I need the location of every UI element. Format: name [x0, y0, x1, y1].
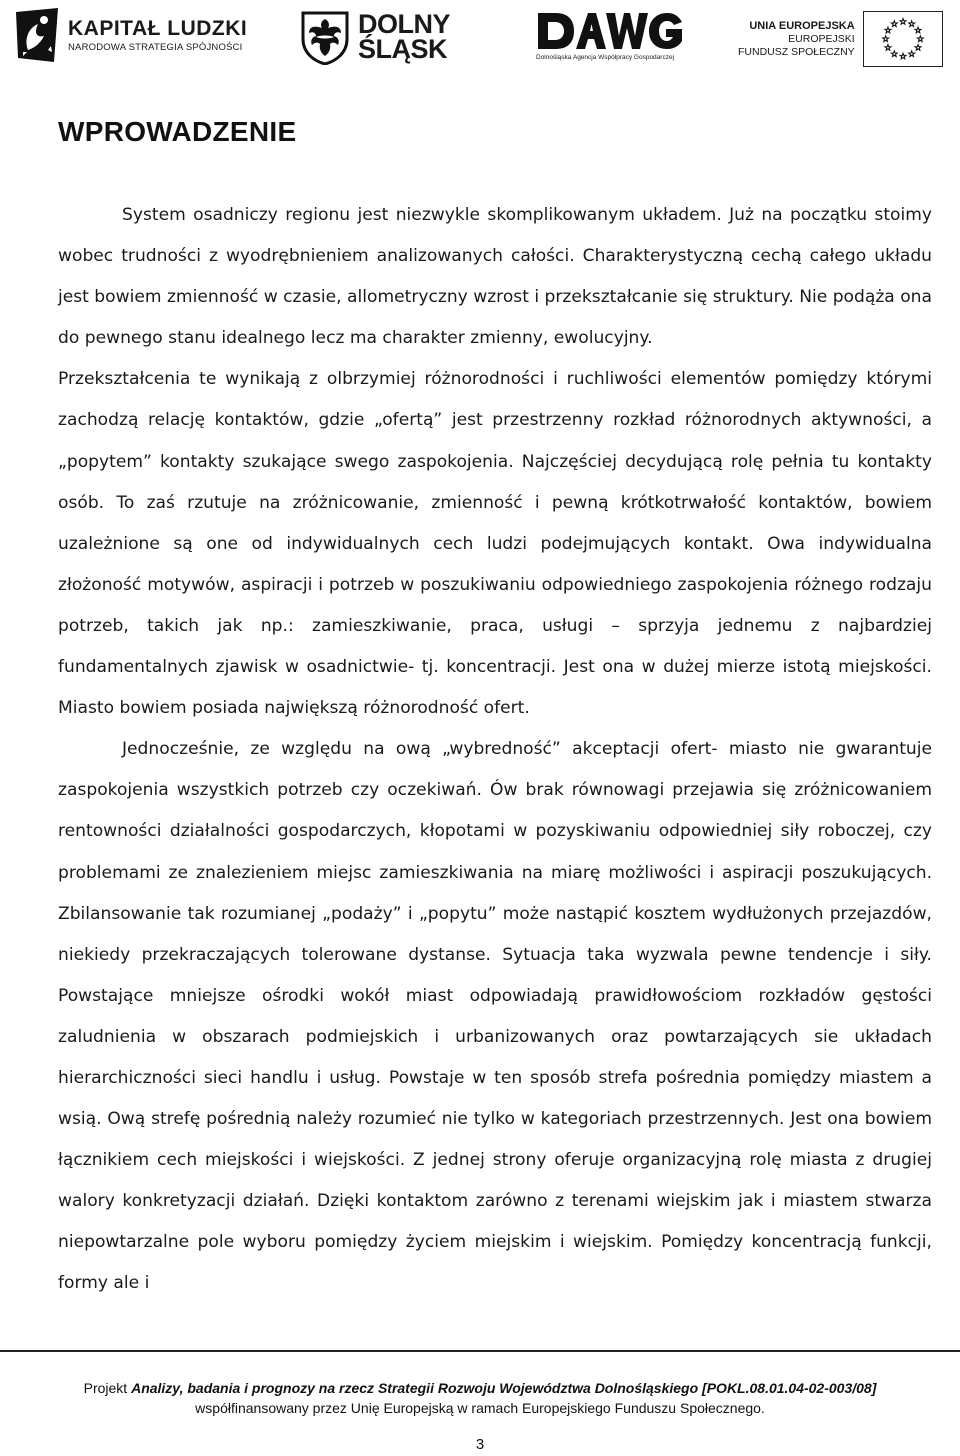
eu-star-icon — [891, 21, 897, 27]
dolny-slask-logo — [300, 8, 450, 66]
main-text — [58, 195, 932, 1305]
eu-star-icon — [885, 27, 891, 33]
eu-star-icon — [917, 36, 923, 42]
paragraph-1: System osadniczy regionu jest niezwykle skomplikowanym układem. Już na początku stoimy wobec trudności z wyodrębnieniem analizowanych całości. Charakterystyczną cechą całego układu jest bowiem zmienność w czasie, allometryczny wzrost i przekształcanie się struktury. Nie podąża ona do pewnego stanu idealnego lecz ma charakter zmienny, ewolucyjny. — [58, 205, 932, 349]
logo-header — [0, 0, 960, 72]
eu-star-icon — [900, 19, 906, 25]
dawg-wordmark-icon — [536, 10, 684, 52]
paragraph-3: Jednocześnie, ze względu na ową „wybredność” akceptacji ofert- miasto nie gwarantuje zaspokojenia wszystkich potrzeb czy oczekiwań. Ów brak równowagi przejawia się zróżnicowaniem rentowności działalności gospodarczych, kłopotami w pozyskiwaniu odpowiedniej siły roboczej, czy problemami ze znalezieniem miejsc zamieszkiwania na miarę możliwości i aspiracji poszukujących. Zbilansowanie tak rozumianej „podaży” i „popytu” może nastąpić kosztem wydłużonych przejazdów, niekiedy przekraczających tolerowane dystanse. Sytuacja taka wyzwala pewne tendencje i siły. Powstające mniejsze ośrodki wokół miast odpowiadają prawidłowościom rozkładów gęstości zaludnienia w obszarach podmiejskich i urbanizowanych oraz powtarzających sie układach hierarchiczności sieci handlu i usług. Powstaje w ten sposób strefa pośrednia pomiędzy miastem a wsią. Ową strefę pośrednią należy rozumieć nie tylko w kategoriach przestrzennych. Jest ona bowiem łącznikiem cech miejskości i wiejskości. Z jednej strony oferuje organizacyjną rolę miasta z drugiej walory konkretyzacji działań. Dzięki kontaktom zarówno z terenami wiejskim jak i miastem stwarza niepowtarzalne pole wyboru pomiędzy życiem miejskim i wiejskim. Pomiędzy koncentracją funkcji, formy ale i — [58, 739, 932, 1294]
paragraph-2: Przekształcenia te wynikają z olbrzymiej różnorodności i ruchliwości elementów pomiędzy którymi zachodzą relację kontaktów, gdzie „ofertą” jest przestrzenny rozkład różnorodnych aktywności, a „popytem” kontakty szukające swego zaspokojenia. Najczęściej decydującą rolę pełnia tu kontakty osób. To zaś rzutuje na zróżnicowanie, zmienność i pewną krótkotrwałość kontaktów, bowiem uzależnione są one od indywidualnych cech ludzi podejmujących kontakt. Owa indywidualna złożoność motywów, aspiracji i potrzeb w poszukiwaniu odpowiedniego zaspokojenia różnego rodzaju potrzeb, takich jak np.: zamieszkiwanie, praca, usługi – sprzyja jednemu z najbardziej fundamentalnych zjawisk w osadnictwie- tj. koncentracji. Jest ona w dużej mierze istotą miejskości. Miasto bowiem posiada największą różnorodność ofert. — [58, 369, 932, 719]
footer-prefix: Projekt — [83, 1380, 132, 1396]
eu-star-icon — [908, 51, 914, 57]
footer — [0, 1378, 960, 1418]
eu-star-icon — [900, 53, 906, 59]
footer-project-name: Analizy, badania i prognozy na rzecz Strategii Rozwoju Województwa Dolnośląskiego [POKL.08.01.04-02-003/08] — [131, 1380, 877, 1396]
ue-line2: EUROPEJSKI — [788, 32, 855, 45]
kapital-ludzki-subtitle: NARODOWA STRATEGIA SPÓJNOŚCI — [68, 41, 243, 53]
kapital-ludzki-name: KAPITAŁ LUDZKI — [68, 16, 248, 40]
eu-star-icon — [915, 45, 921, 51]
eu-star-icon — [908, 21, 914, 27]
eu-star-icon — [885, 45, 891, 51]
ue-line3: FUNDUSZ SPOŁECZNY — [738, 45, 855, 58]
dawg-subtitle: Dolnośląska Agencja Współpracy Gospodarczej — [536, 54, 675, 61]
footer-line-2: współfinansowany przez Unię Europejską w ramach Europejskiego Funduszu Społecznego. — [195, 1400, 765, 1416]
eu-star-icon — [891, 51, 897, 57]
kapital-ludzki-logo — [14, 4, 247, 66]
page-title: WPROWADZENIE — [58, 116, 297, 147]
dolny-slask-line1: DOLNY — [358, 9, 450, 39]
dolny-slask-line2: ŚLĄSK — [358, 34, 448, 64]
ue-line1: UNIA EUROPEJSKA — [749, 19, 855, 32]
dawg-logo — [536, 10, 684, 66]
kapital-ludzki-mark-icon — [14, 6, 60, 64]
eu-star-icon — [915, 27, 921, 33]
page-number: 3 — [475, 1436, 485, 1453]
eagle-coat-of-arms-icon — [300, 9, 350, 65]
unia-europejska-logo — [738, 14, 943, 64]
eu-star-icon — [882, 36, 888, 42]
footer-line-1 — [0, 1378, 960, 1398]
eu-flag-icon — [863, 11, 943, 67]
footer-divider — [0, 1350, 960, 1352]
